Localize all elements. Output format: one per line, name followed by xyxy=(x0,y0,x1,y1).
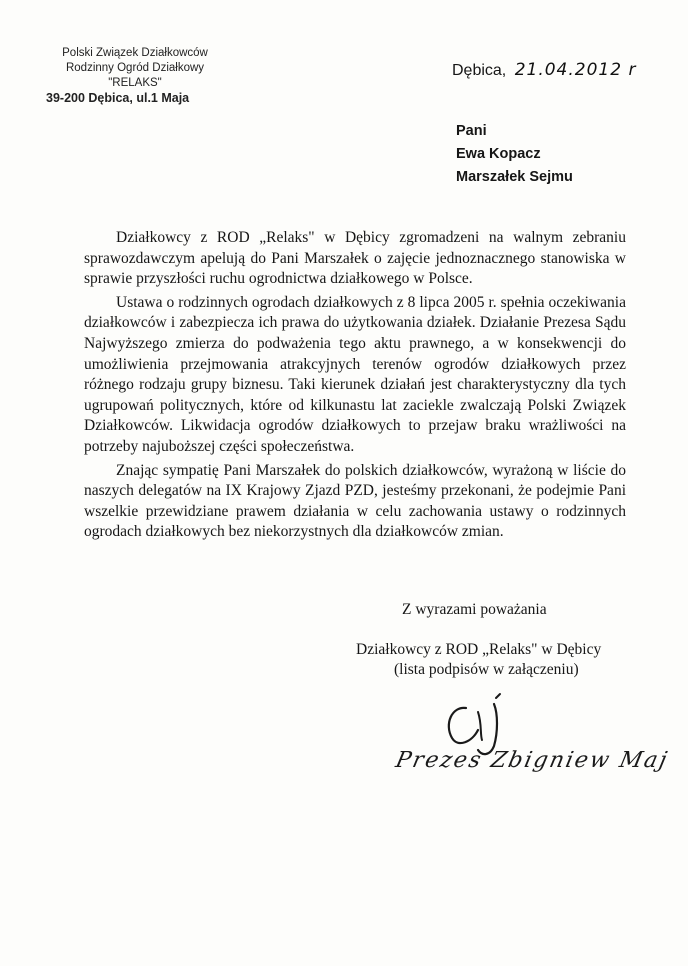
body-paragraph: Znając sympatię Pani Marszałek do polskich działkowców, wyrażoną w liście do naszych delegatów na IX Krajowy Zjazd PZD, jesteśmy przekonani, że podejmie Pani wszelkie przewidziane prawem działania w celu zachowania ustawy o rodzinnych ogrodach działkowych bez niekorzystnych dla działkowców zmian. xyxy=(84,461,626,541)
letter-body xyxy=(84,228,626,546)
signed-by: Działkowcy z ROD „Relaks" w Dębicy xyxy=(356,641,602,658)
recipient-salutation: Pani xyxy=(456,123,487,139)
closing-greeting: Z wyrazami poważania xyxy=(402,601,547,618)
recipient-title: Marszałek Sejmu xyxy=(456,169,573,185)
sender-line-garden: Rodzinny Ogród Działkowy xyxy=(65,62,205,74)
handwritten-signature xyxy=(392,740,671,800)
recipient-name: Ewa Kopacz xyxy=(456,146,541,162)
sender-line-organization: Polski Związek Działkowców xyxy=(62,47,208,59)
sender-line-name: "RELAKS" xyxy=(108,77,162,89)
place: Dębica, xyxy=(452,62,507,79)
sender-block xyxy=(40,46,230,106)
signature-name: Prezes Zbigniew Maj xyxy=(393,748,671,773)
recipient-block xyxy=(456,120,573,189)
body-paragraph: Ustawa o rodzinnych ogrodach działkowych z 8 lipca 2005 r. spełnia oczekiwania działkowców i zabezpiecza ich prawa do użytkowania działek. Działanie Prezesa Sądu Najwyższego zmierza do podważenia tego aktu prawnego, a w konsekwencji do umożliwienia przejmowania atrakcyjnych terenów ogrodów działkowych przez różnego rodzaju grupy biznesu. Taki kierunek działań jest charakterystyczny dla tych ugrupowań politycznych, które od kilkunastu lat zaciekle zwalczają Polski Związek Działkowców. Likwidacja ogrodów działkowych to przejaw braku wrażliwości na potrzeby najuboższej części społeczeństwa. xyxy=(84,293,626,455)
place-date xyxy=(452,60,636,80)
body-paragraph: Działkowcy z ROD „Relaks" w Dębicy zgromadzeni na walnym zebraniu sprawozdawczym apelują do Pani Marszałek o zajęcie jednoznacznego stanowiska w sprawie przyszłości ruchu ogrodnictwa działkowego w Polsce. xyxy=(84,229,626,288)
sender-address: 39-200 Dębica, ul.1 Maja xyxy=(46,91,190,105)
closing-block xyxy=(356,600,616,680)
signatures-note: (lista podpisów w załączeniu) xyxy=(394,661,579,678)
handwritten-date: 21.04.2012 r xyxy=(514,60,637,80)
